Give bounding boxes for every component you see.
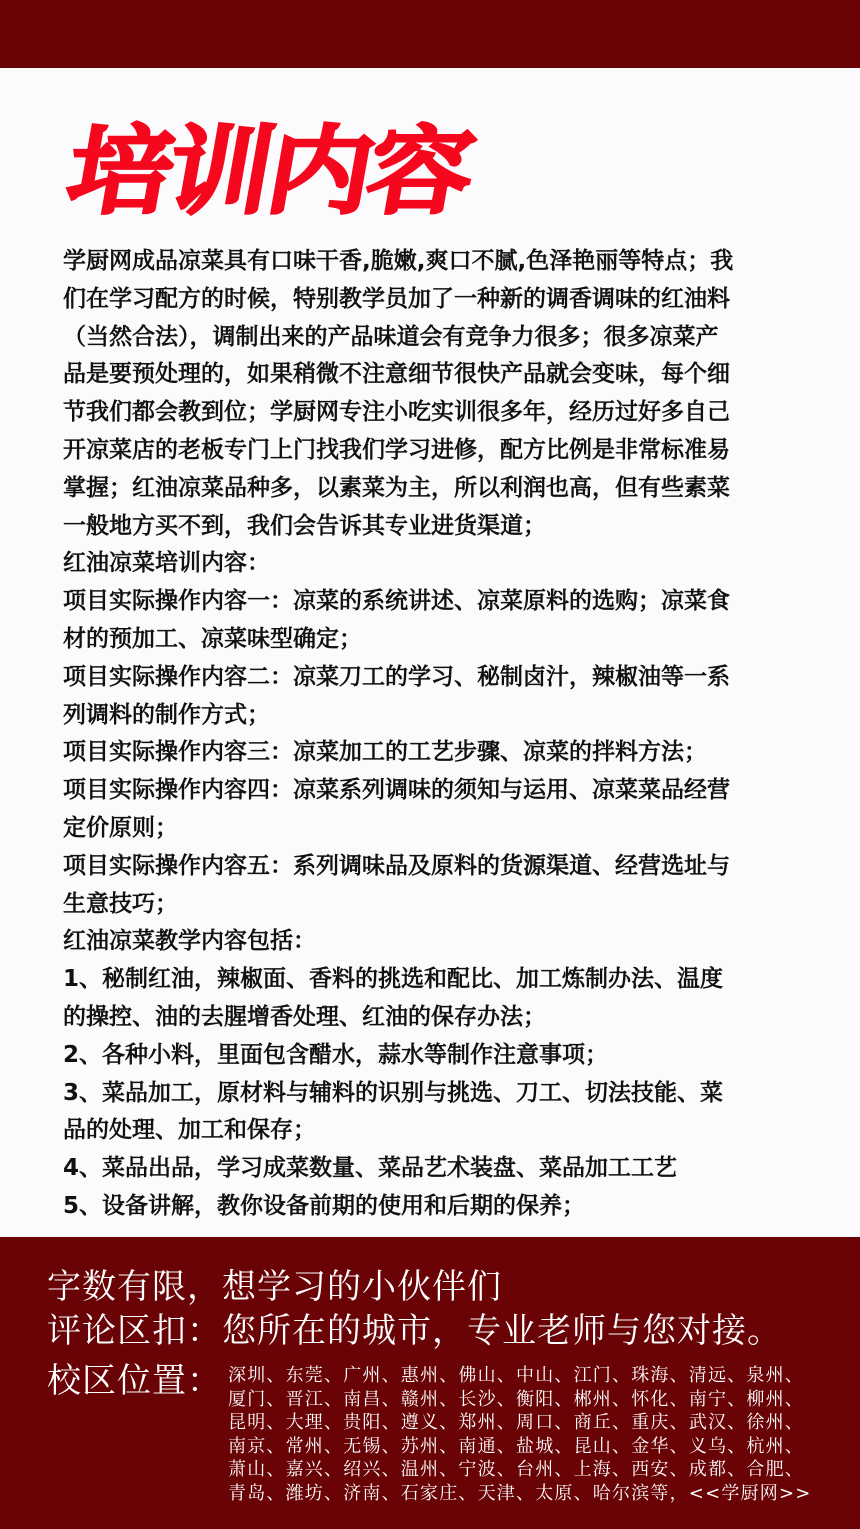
body-line: 开凉菜店的老板专门上门找我们学习进修，配方比例是非常标准易: [63, 436, 730, 463]
city-line: 昆明、大理、贵阳、遵义、郑州、周口、商丘、重庆、武汉、徐州、: [228, 1412, 804, 1433]
city-line: 南京、常州、无锡、苏州、南通、盐城、昆山、金华、义乌、杭州、: [228, 1435, 804, 1457]
project-item: 项目实际操作内容五：系列调味品及原料的货源渠道、经营选址与: [63, 852, 730, 879]
campus-city-list: [228, 1364, 812, 1505]
teaching-item: 2、各种小料，里面包含醋水，蒜水等制作注意事项；: [63, 1041, 609, 1068]
city-line: 萧山、嘉兴、绍兴、温州、宁波、台州、上海、西安、成都、合肥、: [228, 1459, 804, 1480]
teaching-item: 的操控、油的去腥增香处理、红油的保存办法；: [63, 1003, 546, 1030]
project-item: 项目实际操作内容三：凉菜加工的工艺步骤、凉菜的拌料方法；: [63, 739, 707, 766]
body-line: 节我们都会教到位；学厨网专注小吃实训很多年，经历过好多自己: [63, 399, 730, 426]
teaching-item: 品的处理、加工和保存；: [63, 1117, 316, 1144]
body-line: 们在学习配方的时候，特别教学员加了一种新的调香调味的红油料: [63, 285, 730, 312]
page-title: 培训内容: [59, 115, 479, 228]
project-item: 生意技巧；: [63, 890, 178, 917]
body-line: 掌握；红油凉菜品种多，以素菜为主，所以利润也高，但有些素菜: [63, 474, 730, 501]
body-line: 一般地方买不到，我们会告诉其专业进货渠道；: [63, 512, 546, 539]
training-content-body: [63, 243, 793, 1226]
footer-limit-note: 字数有限，想学习的小伙伴们: [47, 1267, 502, 1307]
project-item: 材的预加工、凉菜味型确定；: [63, 625, 362, 652]
campus-label: 校区位置：: [47, 1361, 222, 1401]
footer-banner: [0, 1237, 860, 1529]
city-line: 深圳、东莞、广州、惠州、佛山、中山、江门、珠海、清远、泉州、: [228, 1365, 804, 1386]
teaching-item: 3、菜品加工，原材料与辅料的识别与挑选、刀工、切法技能、菜: [63, 1079, 724, 1106]
body-line: 品是要预处理的，如果稍微不注意细节很快产品就会变味，每个细: [63, 361, 730, 388]
project-item: 项目实际操作内容一：凉菜的系统讲述、凉菜原料的选购；凉菜食: [63, 588, 730, 615]
city-line: 青岛、潍坊、济南、石家庄、天津、太原、哈尔滨等，<<学厨网>>: [228, 1482, 812, 1504]
teaching-item: 1、秘制红油，辣椒面、香料的挑选和配比、加工炼制办法、温度: [63, 966, 724, 993]
body-line: （当然合法），调制出来的产品味道会有竞争力很多；很多凉菜产: [63, 323, 719, 350]
project-item: 列调料的制作方式；: [63, 701, 270, 728]
city-line: 厦门、晋江、南昌、赣州、长沙、衡阳、郴州、怀化、南宁、柳州、: [228, 1388, 804, 1410]
project-item: 项目实际操作内容四：凉菜系列调味的须知与运用、凉菜菜品经营: [63, 777, 730, 804]
top-banner: [0, 0, 860, 68]
section-heading: 红油凉菜培训内容：: [63, 550, 270, 577]
project-item: 定价原则；: [63, 814, 178, 841]
teaching-item: 5、设备讲解，教你设备前期的使用和后期的保养；: [63, 1192, 586, 1219]
section-heading: 红油凉菜教学内容包括：: [63, 928, 316, 955]
teaching-item: 4、菜品出品，学习成菜数量、菜品艺术装盘、菜品加工工艺: [63, 1155, 678, 1182]
project-item: 项目实际操作内容二：凉菜刀工的学习、秘制卤汁，辣椒油等一系: [63, 663, 730, 690]
footer-comment-prompt: 评论区扣：您所在的城市，专业老师与您对接。: [47, 1311, 782, 1351]
body-line: 学厨网成品凉菜具有口味干香,脆嫩,爽口不腻,色泽艳丽等特点；我: [63, 248, 734, 274]
